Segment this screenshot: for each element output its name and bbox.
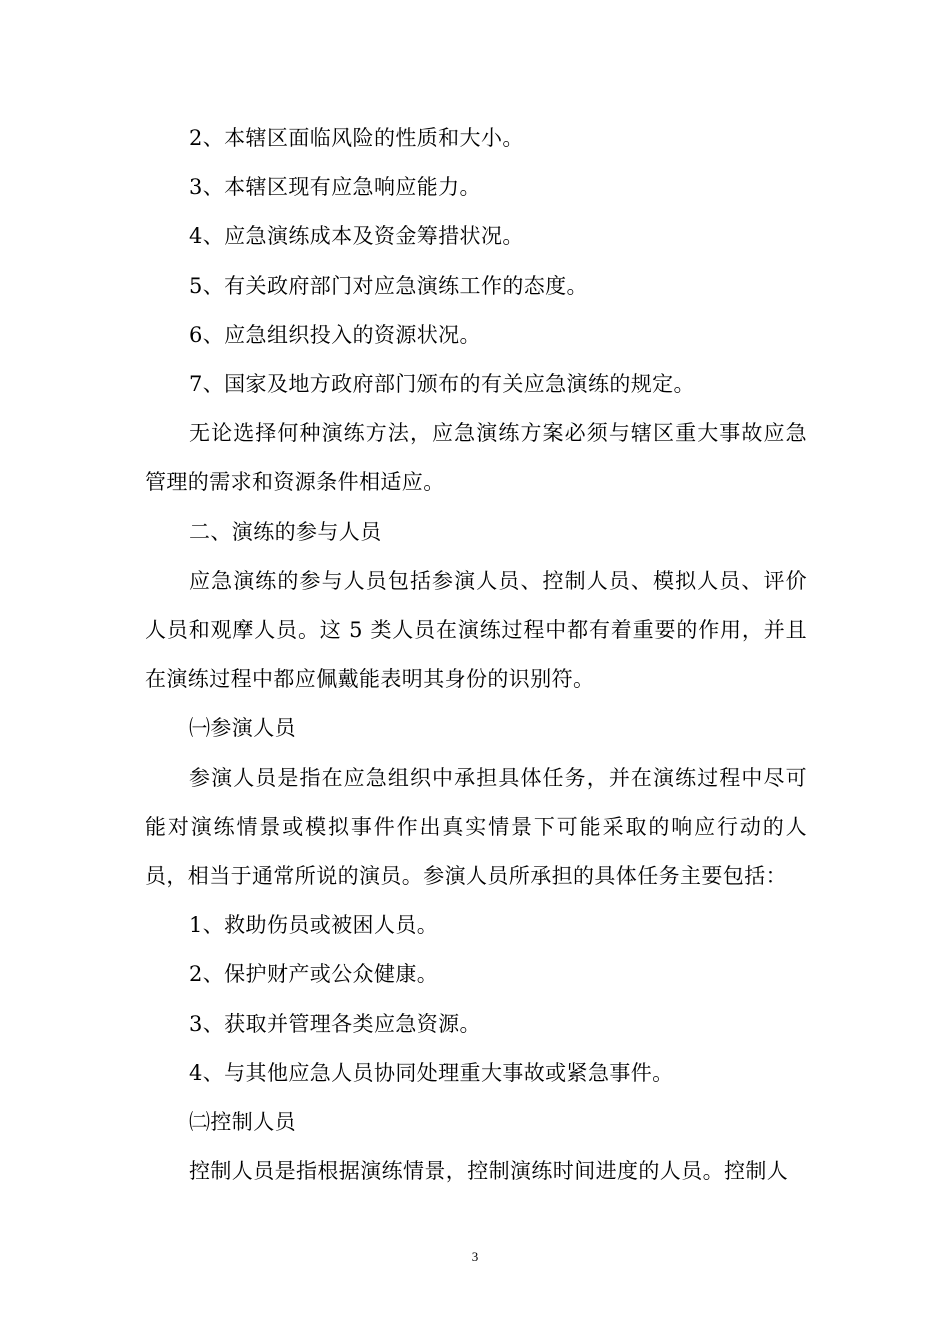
body-paragraph: 参演人员是指在应急组织中承担具体任务，并在演练过程中尽可能对演练情景或模拟事件作出真实情景下可能采取的响应行动的人员，相当于通常所说的演员。参演人员所承担的具体任务主要包括： — [145, 765, 807, 889]
subsection-heading: ㈠参演人员 — [189, 716, 296, 741]
document-body — [145, 114, 807, 1196]
list-item-2: 2、本辖区面临风险的性质和大小。 — [189, 126, 524, 150]
list-item-4: 4、应急演练成本及资金筹措状况。 — [189, 224, 524, 249]
list-item-6: 6、应急组织投入的资源状况。 — [189, 322, 481, 347]
page-number: 3 — [471, 1249, 479, 1264]
body-paragraph: 无论选择何种演练方法，应急演练方案必须与辖区重大事故应急管理的需求和资源条件相适应。 — [145, 421, 807, 495]
section-heading: 二、演练的参与人员 — [189, 519, 382, 544]
body-paragraph: 应急演练的参与人员包括参演人员、控制人员、模拟人员、评价人员和观摩人员。这 5 类人员在演练过程中都有着重要的作用，并且在演练过程中都应佩戴能表明其身份的识别符。 — [145, 568, 807, 692]
subsection-heading: ㈡控制人员 — [189, 1110, 296, 1135]
list-item-1: 1、救助伤员或被困人员。 — [189, 913, 439, 938]
list-item-3: 3、本辖区现有应急响应能力。 — [189, 175, 481, 200]
body-paragraph: 控制人员是指根据演练情景，控制演练时间进度的人员。控制人 — [189, 1159, 789, 1184]
list-item-5: 5、有关政府部门对应急演练工作的态度。 — [189, 273, 588, 298]
list-item-7: 7、国家及地方政府部门颁布的有关应急演练的规定。 — [189, 372, 695, 397]
list-item-2: 2、保护财产或公众健康。 — [189, 962, 439, 987]
list-item-4: 4、与其他应急人员协同处理重大事故或紧急事件。 — [189, 1060, 674, 1085]
list-item-3: 3、获取并管理各类应急资源。 — [189, 1011, 481, 1036]
